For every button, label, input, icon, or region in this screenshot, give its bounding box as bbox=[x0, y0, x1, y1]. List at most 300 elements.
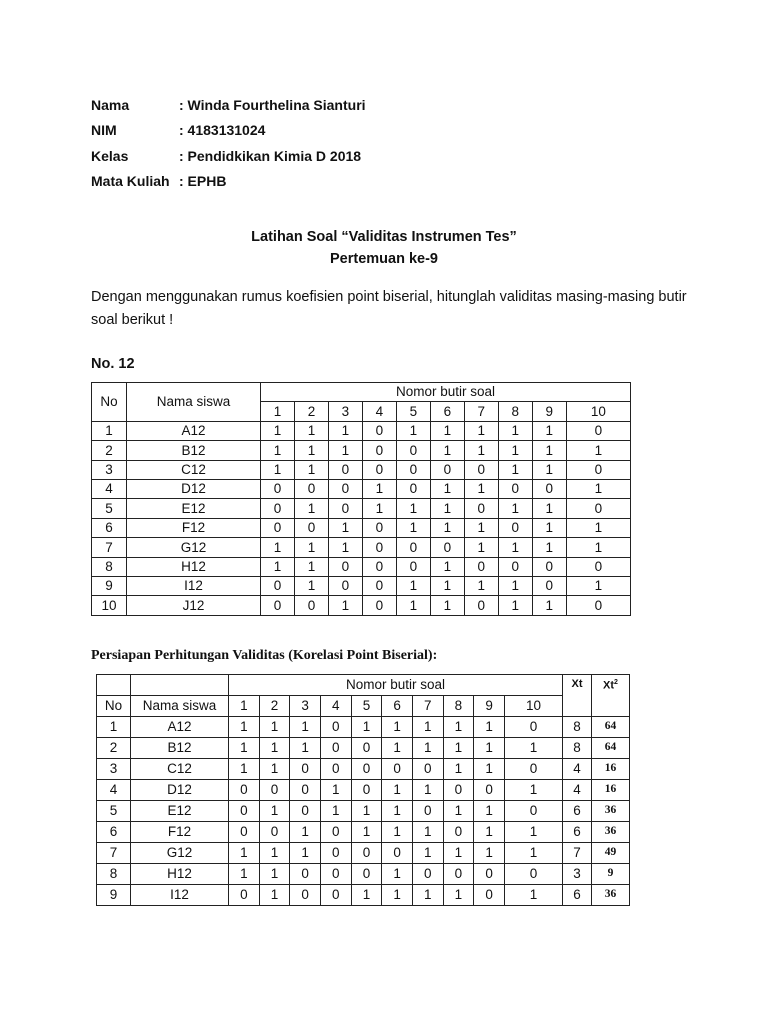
score-cell: 1 bbox=[396, 421, 430, 440]
score-cell: 1 bbox=[259, 759, 290, 780]
xt-cell: 7 bbox=[563, 843, 592, 864]
score-cell: 1 bbox=[259, 885, 290, 906]
item-number: 7 bbox=[412, 696, 443, 717]
score-cell: 0 bbox=[294, 596, 328, 615]
score-cell: 0 bbox=[351, 864, 382, 885]
score-cell: 0 bbox=[396, 538, 430, 557]
score-cell: 1 bbox=[229, 738, 260, 759]
score-cell: 1 bbox=[498, 576, 532, 595]
xt2-cell: 36 bbox=[592, 822, 630, 843]
table-header-row bbox=[97, 675, 630, 696]
score-cell: 1 bbox=[464, 421, 498, 440]
score-cell: 1 bbox=[261, 441, 295, 460]
table-row bbox=[92, 557, 631, 576]
item-number: 2 bbox=[259, 696, 290, 717]
score-cell: 1 bbox=[320, 801, 351, 822]
score-cell: 1 bbox=[532, 421, 566, 440]
row-name: C12 bbox=[131, 759, 229, 780]
score-cell: 1 bbox=[290, 738, 321, 759]
row-name: G12 bbox=[127, 538, 261, 557]
score-cell: 0 bbox=[328, 557, 362, 576]
score-cell: 1 bbox=[396, 576, 430, 595]
row-name: J12 bbox=[127, 596, 261, 615]
xt-cell: 6 bbox=[563, 801, 592, 822]
score-cell: 0 bbox=[290, 780, 321, 801]
score-cell: 1 bbox=[382, 717, 413, 738]
row-name: G12 bbox=[131, 843, 229, 864]
score-cell: 1 bbox=[464, 538, 498, 557]
score-cell: 1 bbox=[412, 717, 443, 738]
info-label: Mata Kuliah bbox=[91, 173, 170, 190]
row-name: C12 bbox=[127, 460, 261, 479]
row-no: 1 bbox=[97, 717, 131, 738]
row-no: 1 bbox=[92, 421, 127, 440]
score-cell: 1 bbox=[328, 518, 362, 537]
score-cell: 0 bbox=[229, 780, 260, 801]
item-number: 9 bbox=[532, 402, 566, 421]
row-no: 8 bbox=[97, 864, 131, 885]
item-number: 4 bbox=[362, 402, 396, 421]
score-cell: 1 bbox=[328, 596, 362, 615]
score-cell: 1 bbox=[504, 780, 562, 801]
score-cell: 0 bbox=[320, 843, 351, 864]
score-cell: 1 bbox=[382, 864, 413, 885]
table-row bbox=[92, 421, 631, 440]
score-cell: 0 bbox=[566, 421, 630, 440]
score-cell: 1 bbox=[412, 738, 443, 759]
score-cell: 0 bbox=[504, 801, 562, 822]
header-name: Nama siswa bbox=[131, 696, 229, 717]
xt-cell: 6 bbox=[563, 822, 592, 843]
score-cell: 0 bbox=[396, 441, 430, 460]
title-line-1: Latihan Soal “Validitas Instrumen Tes” bbox=[251, 229, 517, 245]
score-cell: 1 bbox=[229, 717, 260, 738]
score-cell: 1 bbox=[430, 441, 464, 460]
info-row bbox=[91, 169, 366, 195]
xt2-cell: 49 bbox=[592, 843, 630, 864]
item-number: 3 bbox=[290, 696, 321, 717]
row-name: H12 bbox=[131, 864, 229, 885]
prep-heading: Persiapan Perhitungan Validitas (Korelasi Point Biserial): bbox=[91, 648, 438, 663]
score-cell: 1 bbox=[532, 460, 566, 479]
score-cell: 0 bbox=[532, 557, 566, 576]
score-cell: 0 bbox=[532, 576, 566, 595]
info-label: Nama bbox=[91, 96, 130, 113]
score-cell: 0 bbox=[229, 801, 260, 822]
xt-cell: 8 bbox=[563, 738, 592, 759]
xt-cell: 8 bbox=[563, 717, 592, 738]
score-cell: 0 bbox=[504, 717, 562, 738]
score-cell: 0 bbox=[320, 738, 351, 759]
score-cell: 1 bbox=[396, 518, 430, 537]
info-value: : Pendidkikan Kimia D 2018 bbox=[179, 147, 362, 164]
xt2-cell: 36 bbox=[592, 801, 630, 822]
score-cell: 0 bbox=[566, 460, 630, 479]
row-name: A12 bbox=[127, 421, 261, 440]
row-no: 6 bbox=[92, 518, 127, 537]
score-cell: 0 bbox=[362, 596, 396, 615]
score-cell: 1 bbox=[294, 557, 328, 576]
score-cell: 1 bbox=[382, 801, 413, 822]
score-cell: 0 bbox=[504, 759, 562, 780]
xt-cell: 3 bbox=[563, 864, 592, 885]
score-cell: 1 bbox=[430, 557, 464, 576]
row-no: 4 bbox=[97, 780, 131, 801]
row-no: 5 bbox=[92, 499, 127, 518]
score-cell: 0 bbox=[261, 518, 295, 537]
score-cell: 0 bbox=[498, 557, 532, 576]
score-cell: 0 bbox=[464, 499, 498, 518]
score-cell: 1 bbox=[464, 518, 498, 537]
table-row bbox=[92, 460, 631, 479]
table-row bbox=[92, 499, 631, 518]
row-name: F12 bbox=[127, 518, 261, 537]
row-name: E12 bbox=[131, 801, 229, 822]
score-cell: 0 bbox=[320, 885, 351, 906]
score-cell: 0 bbox=[259, 780, 290, 801]
score-cell: 1 bbox=[294, 538, 328, 557]
score-cell: 1 bbox=[498, 460, 532, 479]
score-cell: 0 bbox=[566, 499, 630, 518]
score-cell: 1 bbox=[351, 717, 382, 738]
header-no: No bbox=[92, 383, 127, 422]
score-cell: 1 bbox=[351, 885, 382, 906]
score-cell: 0 bbox=[362, 421, 396, 440]
score-cell: 0 bbox=[474, 780, 505, 801]
score-cell: 1 bbox=[229, 843, 260, 864]
item-number: 6 bbox=[382, 696, 413, 717]
row-name: E12 bbox=[127, 499, 261, 518]
score-cell: 1 bbox=[259, 864, 290, 885]
score-cell: 0 bbox=[362, 460, 396, 479]
info-value: : Winda Fourthelina Sianturi bbox=[179, 96, 366, 113]
row-no: 9 bbox=[92, 576, 127, 595]
header-xt2-base: Xt bbox=[603, 679, 615, 692]
item-number: 6 bbox=[430, 402, 464, 421]
score-cell: 0 bbox=[294, 479, 328, 498]
item-number: 10 bbox=[504, 696, 562, 717]
xt-cell: 4 bbox=[563, 759, 592, 780]
xt2-cell: 16 bbox=[592, 759, 630, 780]
score-cell: 1 bbox=[474, 738, 505, 759]
score-cell: 0 bbox=[498, 518, 532, 537]
score-cell: 0 bbox=[464, 460, 498, 479]
score-cell: 1 bbox=[443, 717, 474, 738]
score-cell: 0 bbox=[430, 538, 464, 557]
score-cell: 1 bbox=[498, 421, 532, 440]
score-cell: 1 bbox=[362, 479, 396, 498]
score-cell: 0 bbox=[566, 557, 630, 576]
score-cell: 0 bbox=[229, 822, 260, 843]
table-row bbox=[97, 801, 630, 822]
score-cell: 1 bbox=[504, 885, 562, 906]
item-number: 8 bbox=[443, 696, 474, 717]
header-no-blank bbox=[97, 675, 131, 696]
row-no: 10 bbox=[92, 596, 127, 615]
score-cell: 1 bbox=[430, 479, 464, 498]
table-row bbox=[97, 822, 630, 843]
header-xt2 bbox=[592, 675, 630, 717]
score-table bbox=[91, 382, 631, 616]
score-cell: 0 bbox=[498, 479, 532, 498]
item-number: 5 bbox=[351, 696, 382, 717]
score-cell: 0 bbox=[261, 596, 295, 615]
score-cell: 0 bbox=[532, 479, 566, 498]
score-cell: 1 bbox=[532, 441, 566, 460]
student-info bbox=[91, 92, 366, 194]
score-cell: 1 bbox=[430, 421, 464, 440]
score-cell: 1 bbox=[259, 801, 290, 822]
score-cell: 0 bbox=[261, 499, 295, 518]
score-cell: 1 bbox=[504, 738, 562, 759]
score-cell: 1 bbox=[464, 441, 498, 460]
score-cell: 1 bbox=[430, 576, 464, 595]
row-no: 6 bbox=[97, 822, 131, 843]
row-no: 3 bbox=[97, 759, 131, 780]
score-cell: 1 bbox=[430, 499, 464, 518]
score-cell: 1 bbox=[294, 576, 328, 595]
item-number: 3 bbox=[328, 402, 362, 421]
score-cell: 0 bbox=[464, 596, 498, 615]
score-cell: 0 bbox=[259, 822, 290, 843]
score-cell: 0 bbox=[396, 557, 430, 576]
xt2-cell: 64 bbox=[592, 738, 630, 759]
score-cell: 1 bbox=[351, 822, 382, 843]
score-cell: 1 bbox=[464, 576, 498, 595]
score-cell: 0 bbox=[443, 864, 474, 885]
info-row bbox=[91, 143, 366, 169]
score-cell: 0 bbox=[328, 499, 362, 518]
table-row bbox=[97, 717, 630, 738]
score-cell: 0 bbox=[320, 717, 351, 738]
score-cell: 0 bbox=[474, 864, 505, 885]
score-cell: 1 bbox=[229, 864, 260, 885]
score-cell: 1 bbox=[320, 780, 351, 801]
score-cell: 1 bbox=[474, 801, 505, 822]
score-cell: 0 bbox=[290, 885, 321, 906]
score-cell: 0 bbox=[362, 576, 396, 595]
score-cell: 0 bbox=[320, 864, 351, 885]
score-cell: 1 bbox=[259, 843, 290, 864]
score-cell: 1 bbox=[294, 499, 328, 518]
score-cell: 1 bbox=[532, 499, 566, 518]
row-no: 7 bbox=[92, 538, 127, 557]
row-no: 7 bbox=[97, 843, 131, 864]
score-cell: 0 bbox=[443, 822, 474, 843]
score-cell: 1 bbox=[430, 518, 464, 537]
item-number: 1 bbox=[261, 402, 295, 421]
score-cell: 1 bbox=[396, 596, 430, 615]
score-cell: 1 bbox=[382, 822, 413, 843]
score-cell: 1 bbox=[351, 801, 382, 822]
row-no: 4 bbox=[92, 479, 127, 498]
validity-prep-table bbox=[96, 674, 630, 906]
row-no: 9 bbox=[97, 885, 131, 906]
score-cell: 1 bbox=[259, 738, 290, 759]
score-cell: 0 bbox=[320, 759, 351, 780]
table-row bbox=[97, 780, 630, 801]
score-cell: 0 bbox=[290, 864, 321, 885]
score-cell: 1 bbox=[474, 843, 505, 864]
score-cell: 0 bbox=[464, 557, 498, 576]
item-number: 4 bbox=[320, 696, 351, 717]
score-cell: 1 bbox=[229, 759, 260, 780]
score-cell: 0 bbox=[362, 557, 396, 576]
info-row bbox=[91, 118, 366, 144]
score-cell: 1 bbox=[474, 759, 505, 780]
item-number: 9 bbox=[474, 696, 505, 717]
score-cell: 1 bbox=[290, 822, 321, 843]
item-number: 2 bbox=[294, 402, 328, 421]
row-name: B12 bbox=[127, 441, 261, 460]
score-cell: 0 bbox=[290, 801, 321, 822]
xt2-cell: 9 bbox=[592, 864, 630, 885]
row-name: F12 bbox=[131, 822, 229, 843]
score-cell: 1 bbox=[328, 421, 362, 440]
score-cell: 1 bbox=[443, 843, 474, 864]
score-cell: 1 bbox=[259, 717, 290, 738]
header-name: Nama siswa bbox=[127, 383, 261, 422]
row-name: B12 bbox=[131, 738, 229, 759]
score-cell: 1 bbox=[443, 885, 474, 906]
table-row bbox=[97, 843, 630, 864]
row-no: 8 bbox=[92, 557, 127, 576]
score-cell: 1 bbox=[504, 822, 562, 843]
score-cell: 1 bbox=[382, 885, 413, 906]
score-cell: 0 bbox=[396, 460, 430, 479]
table-row bbox=[92, 576, 631, 595]
table-row bbox=[97, 738, 630, 759]
score-cell: 1 bbox=[294, 421, 328, 440]
row-name: I12 bbox=[131, 885, 229, 906]
xt2-cell: 16 bbox=[592, 780, 630, 801]
score-cell: 0 bbox=[382, 843, 413, 864]
score-cell: 0 bbox=[430, 460, 464, 479]
score-cell: 1 bbox=[294, 441, 328, 460]
score-cell: 1 bbox=[430, 596, 464, 615]
score-cell: 1 bbox=[474, 822, 505, 843]
row-name: D12 bbox=[131, 780, 229, 801]
score-cell: 0 bbox=[351, 843, 382, 864]
score-cell: 0 bbox=[328, 576, 362, 595]
score-cell: 1 bbox=[290, 717, 321, 738]
score-cell: 1 bbox=[261, 557, 295, 576]
header-name-blank bbox=[131, 675, 229, 696]
score-cell: 0 bbox=[443, 780, 474, 801]
score-cell: 0 bbox=[229, 885, 260, 906]
score-cell: 0 bbox=[290, 759, 321, 780]
table-header-row bbox=[92, 383, 631, 402]
score-cell: 1 bbox=[382, 738, 413, 759]
score-cell: 0 bbox=[320, 822, 351, 843]
item-number: 7 bbox=[464, 402, 498, 421]
row-no: 2 bbox=[92, 441, 127, 460]
score-cell: 1 bbox=[498, 441, 532, 460]
score-cell: 0 bbox=[351, 759, 382, 780]
score-cell: 0 bbox=[412, 801, 443, 822]
score-cell: 1 bbox=[412, 780, 443, 801]
score-cell: 0 bbox=[412, 759, 443, 780]
score-cell: 0 bbox=[382, 759, 413, 780]
score-cell: 1 bbox=[328, 538, 362, 557]
xt2-cell: 36 bbox=[592, 885, 630, 906]
score-cell: 0 bbox=[351, 738, 382, 759]
score-cell: 0 bbox=[261, 576, 295, 595]
score-cell: 1 bbox=[532, 538, 566, 557]
row-name: A12 bbox=[131, 717, 229, 738]
score-cell: 0 bbox=[396, 479, 430, 498]
info-row bbox=[91, 92, 366, 118]
xt-cell: 4 bbox=[563, 780, 592, 801]
score-cell: 0 bbox=[412, 864, 443, 885]
score-cell: 1 bbox=[443, 759, 474, 780]
score-cell: 1 bbox=[443, 738, 474, 759]
row-no: 2 bbox=[97, 738, 131, 759]
score-cell: 0 bbox=[328, 479, 362, 498]
item-number: 10 bbox=[566, 402, 630, 421]
score-cell: 1 bbox=[566, 479, 630, 498]
score-cell: 1 bbox=[532, 518, 566, 537]
score-cell: 1 bbox=[290, 843, 321, 864]
score-cell: 1 bbox=[261, 460, 295, 479]
table-row bbox=[97, 759, 630, 780]
score-cell: 1 bbox=[382, 780, 413, 801]
item-number: 8 bbox=[498, 402, 532, 421]
info-value: : EPHB bbox=[179, 173, 227, 190]
section-label: No. 12 bbox=[91, 356, 135, 372]
header-item-group: Nomor butir soal bbox=[261, 383, 631, 402]
table-row bbox=[92, 538, 631, 557]
score-cell: 1 bbox=[396, 499, 430, 518]
table-row bbox=[92, 518, 631, 537]
info-value: : 4183131024 bbox=[179, 122, 266, 139]
score-cell: 1 bbox=[443, 801, 474, 822]
score-cell: 0 bbox=[362, 518, 396, 537]
score-cell: 1 bbox=[362, 499, 396, 518]
row-name: I12 bbox=[127, 576, 261, 595]
score-cell: 0 bbox=[566, 596, 630, 615]
table-row bbox=[92, 596, 631, 615]
row-name: H12 bbox=[127, 557, 261, 576]
score-cell: 1 bbox=[566, 518, 630, 537]
score-cell: 1 bbox=[504, 843, 562, 864]
document-title bbox=[0, 226, 768, 270]
xt-cell: 6 bbox=[563, 885, 592, 906]
score-cell: 1 bbox=[294, 460, 328, 479]
table-row bbox=[92, 441, 631, 460]
header-item-group: Nomor butir soal bbox=[229, 675, 563, 696]
header-xt2-sup: 2 bbox=[614, 679, 618, 686]
score-cell: 1 bbox=[566, 576, 630, 595]
score-cell: 1 bbox=[412, 822, 443, 843]
table-row bbox=[97, 864, 630, 885]
score-cell: 1 bbox=[532, 596, 566, 615]
score-cell: 1 bbox=[498, 596, 532, 615]
score-cell: 1 bbox=[566, 441, 630, 460]
score-cell: 1 bbox=[498, 538, 532, 557]
item-number: 1 bbox=[229, 696, 260, 717]
score-cell: 1 bbox=[464, 479, 498, 498]
score-cell: 1 bbox=[498, 499, 532, 518]
info-label: NIM bbox=[91, 122, 117, 139]
item-number: 5 bbox=[396, 402, 430, 421]
score-cell: 0 bbox=[504, 864, 562, 885]
score-cell: 0 bbox=[328, 460, 362, 479]
score-cell: 0 bbox=[294, 518, 328, 537]
header-xt: Xt bbox=[563, 675, 592, 717]
score-cell: 0 bbox=[362, 538, 396, 557]
instruction-text: Dengan menggunakan rumus koefisien point biserial, hitunglah validitas masing-masing butir soal berikut ! bbox=[91, 289, 687, 328]
